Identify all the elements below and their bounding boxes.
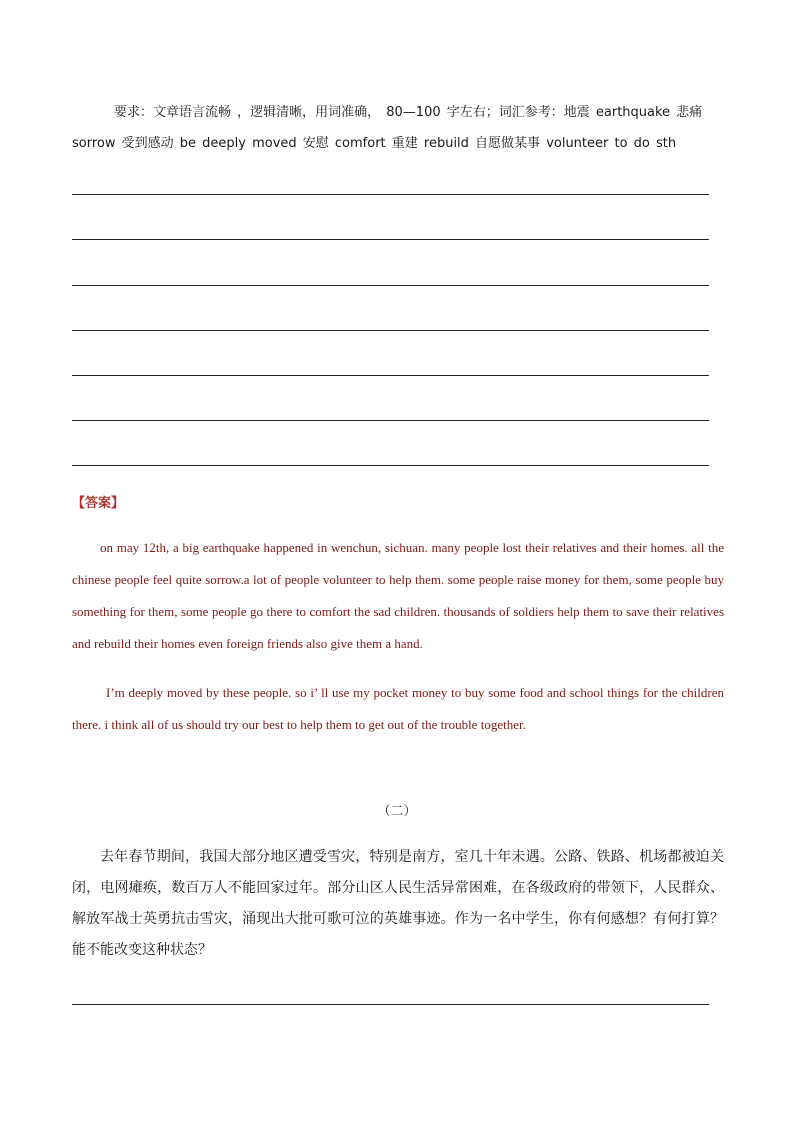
answer-label: 【答案】 <box>72 496 125 511</box>
writing-line-7 <box>72 465 709 466</box>
writing-line-2 <box>72 239 709 240</box>
writing-requirement: 要求：文章语言流畅 ，逻辑清晰，用词准确， 80—100 字左右；词汇参考：地震 earthquake 悲痛 sorrow 受到感动 be deeply moved 安慰 comfort 重建 rebuild 自愿做某事 volunteer to do sth <box>72 105 703 151</box>
writing-line-1 <box>72 194 709 195</box>
writing-line-6 <box>72 420 709 421</box>
writing-line-8 <box>72 1004 709 1005</box>
writing-line-5 <box>72 375 709 376</box>
writing-prompt: 去年春节期间，我国大部分地区遭受雪灾，特别是南方，室几十年未遇。公路、铁路、机场都被迫关闭，电网瘫痪，数百万人不能回家过年。部分山区人民生活异常困难，在各级政府的带领下，人民群众、解放军战士英勇抗击雪灾，涌现出大批可歌可泣的英雄事迹。作为一名中学生，你有何感想？有何打算？能不能改变这种状态？ <box>72 849 724 958</box>
writing-line-4 <box>72 330 709 331</box>
writing-line-3 <box>72 285 709 286</box>
section-title: （二） <box>377 804 417 819</box>
answer-paragraph-1: on may 12th, a big earthquake happened in wenchun, sichuan. many people lost their relatives and their homes. all the chinese people feel quite sorrow.a lot of people volunteer to help them. some people raise money for them, some people buy something for them, some people go there to comfort the sad children. thousands of soldiers help them to save their relatives and rebuild their homes even foreign friends also give them a hand. <box>72 540 724 651</box>
answer-paragraph-2: I’m deeply moved by these people. so i’ ll use my pocket money to buy some food and school things for the children there. i think all of us should try our best to help them to get out of the trouble together. <box>72 685 724 732</box>
